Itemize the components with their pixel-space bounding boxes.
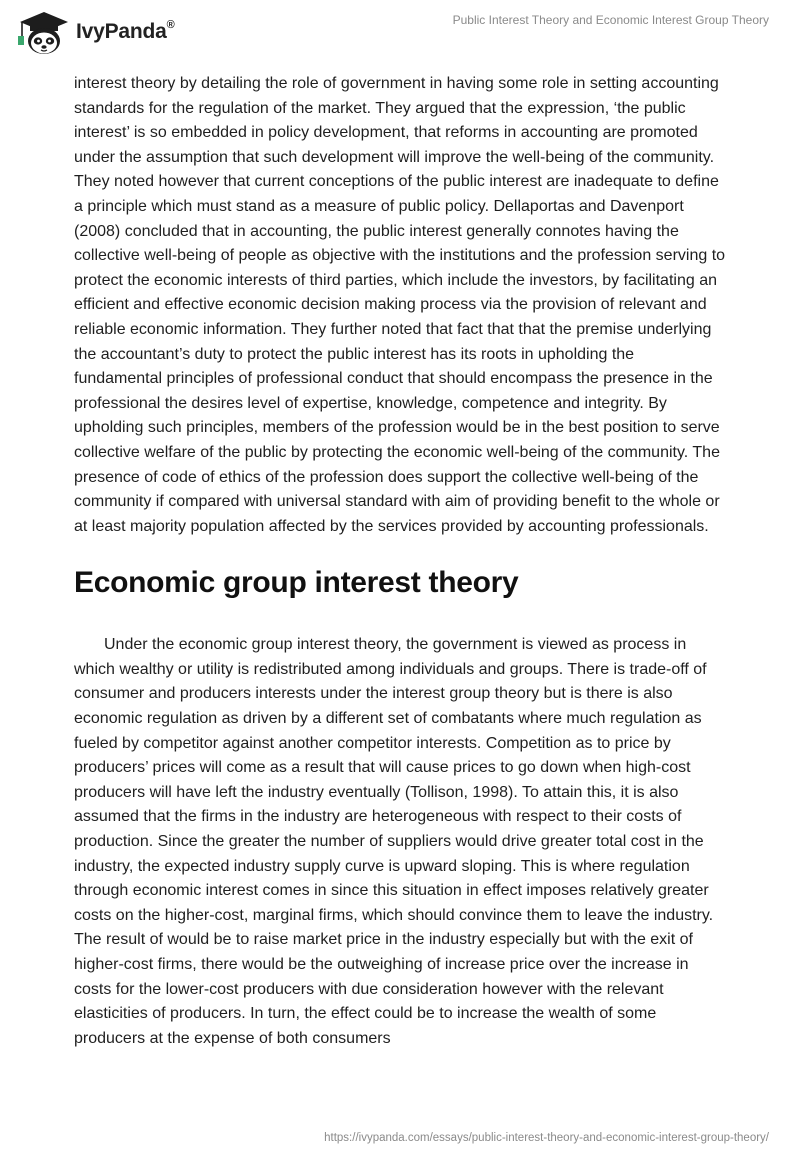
- page-header: [0, 0, 800, 70]
- panda-graduate-icon: [14, 8, 70, 56]
- brand-name: [76, 20, 175, 44]
- brand-label: IvyPanda: [76, 20, 167, 43]
- source-url[interactable]: https://ivypanda.com/essays/public-interest-theory-and-economic-interest-group-theory/: [324, 1132, 769, 1144]
- body-paragraph-public-interest: interest theory by detailing the role of government in having some role in setting accounting standards for the regulation of the market. They argued that the expression, ‘the public interest’ is so embedded in policy development, that reforms in accounting are promoted under the assumption that such development will improve the well-being of the community. They noted however that current conceptions of the public interest are inadequate to define a principle which must stand as a measure of public policy. Dellaportas and Davenport (2008) concluded that in accounting, the public interest generally connotes having the collective well-being of people as objective with the institutions and the profession serving to protect the economic interests of third parties, which include the investors, by facilitating an efficient and effective economic decision making process via the provision of relevant and reliable economic information. They further noted that fact that that the premise underlying the accountant’s duty to protect the public interest has its roots in upholding the fundamental principles of professional conduct that should encompass the presence in the professional the desires level of expertise, knowledge, competence and integrity. By upholding such principles, members of the profession would be in the best position to serve collective welfare of the public by protecting the economic well-being of the community. The presence of code of ethics of the profession does support the collective well-being of the community if compared with universal standard with aim of providing benefit to the whole or at least majority population affected by the services provided by accounting professionals.: [74, 75, 726, 535]
- ivypanda-logo[interactable]: [14, 8, 175, 56]
- document-body: [74, 72, 726, 1051]
- document-title: Public Interest Theory and Economic Interest Group Theory: [452, 13, 769, 27]
- registered-mark: ®: [166, 19, 175, 31]
- body-paragraph-economic-group: Under the economic group interest theory, the government is viewed as process in which wealthy or utility is redistributed among individuals and groups. There is trade-off of consumer and producers interests under the interest group theory but is there is also economic regulation as driven by a different set of combatants where much regulation as fueled by competitor against another competitor interests. Competition as to price by producers’ prices will come as a result that will cause prices to go down when high-cost producers will have left the industry eventually (Tollison, 1998). To attain this, it is also assumed that the firms in the industry are heterogeneous with respect to their costs of production. Since the greater the number of suppliers would drive greater total cost in the industry, the expected industry supply curve is upward sloping. This is where regulation through economic interest comes in since this situation in effect imposes relatively greater costs on the higher-cost, marginal firms, which should convince them to leave the industry. The result of would be to raise market price in the industry especially but with the exit of higher-cost firms, there would be the outweighing of increase price over the increase in costs for the lower-cost producers with due consideration however with the relevant elasticities of producers. In turn, the effect could be to increase the wealth of some producers at the expense of both consumers: [74, 636, 714, 1047]
- section-heading: Economic group interest theory: [74, 566, 519, 600]
